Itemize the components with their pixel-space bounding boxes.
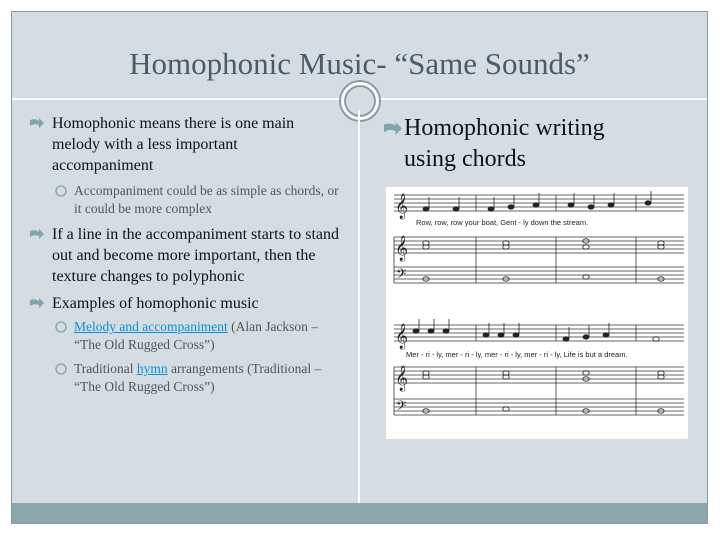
right-heading-line1: Homophonic writing <box>404 115 605 141</box>
sub-bullet-1-1-text: Accompaniment could be as simple as chords, or it could be more complex <box>74 183 339 216</box>
sub-bullet-1-1 <box>30 182 340 218</box>
bullet-circle-icon <box>55 363 67 375</box>
circle-ornament <box>341 82 379 120</box>
lyrics-line-1: Row, row, row your boat, Gent - ly down the stream. <box>416 218 589 227</box>
right-heading <box>384 113 684 175</box>
column-divider <box>358 110 360 504</box>
sub-bullet-3-2 <box>30 360 340 396</box>
bullet-arrow-icon <box>30 298 44 308</box>
bullet-3-text: Examples of homophonic music <box>52 295 259 312</box>
bullet-2-text: If a line in the accompaniment starts to stand out and become more important, then the texture changes to polyphonic <box>52 226 340 285</box>
melody-accompaniment-link[interactable]: Melody and accompaniment <box>74 319 228 334</box>
footer-accent-bar <box>12 503 707 523</box>
svg-text:𝄞: 𝄞 <box>395 194 409 219</box>
svg-text:𝄞: 𝄞 <box>395 324 409 349</box>
left-column <box>30 113 340 402</box>
slide-title: Homophonic Music- “Same Sounds” <box>129 46 590 81</box>
lyrics-line-2: Mer - ri - ly, mer - ri - ly, mer - ri - ly, mer - ri - ly, Life is but a dream. <box>406 350 628 359</box>
sub-bullet-3-2-before: Traditional <box>74 361 137 376</box>
svg-text:𝄞: 𝄞 <box>395 366 409 391</box>
svg-text:𝄞: 𝄞 <box>395 236 409 261</box>
right-heading-line2: using chords <box>404 146 526 172</box>
bullet-circle-icon <box>55 185 67 197</box>
sheet-music-svg <box>386 187 688 439</box>
bullet-arrow-icon <box>30 118 44 128</box>
sheet-music-image <box>386 187 688 439</box>
sub-bullet-3-2-after: arrangements (Traditional – “The Old Rugged Cross”) <box>74 361 322 394</box>
svg-text:𝄢: 𝄢 <box>396 398 407 417</box>
sub-bullet-3-1 <box>30 318 340 354</box>
svg-text:𝄢: 𝄢 <box>396 266 407 285</box>
bullet-2 <box>30 224 340 287</box>
bullet-1 <box>30 113 340 176</box>
bullet-1-text: Homophonic means there is one main melody with a less important accompaniment <box>52 115 295 174</box>
bullet-3 <box>30 293 340 314</box>
bullet-arrow-icon <box>384 122 402 135</box>
bullet-circle-icon <box>55 321 67 333</box>
sub-bullet-3-1-text: (Alan Jackson – “The Old Rugged Cross”) <box>74 319 319 352</box>
hymn-link[interactable]: hymn <box>136 361 168 376</box>
bullet-arrow-icon <box>30 229 44 239</box>
